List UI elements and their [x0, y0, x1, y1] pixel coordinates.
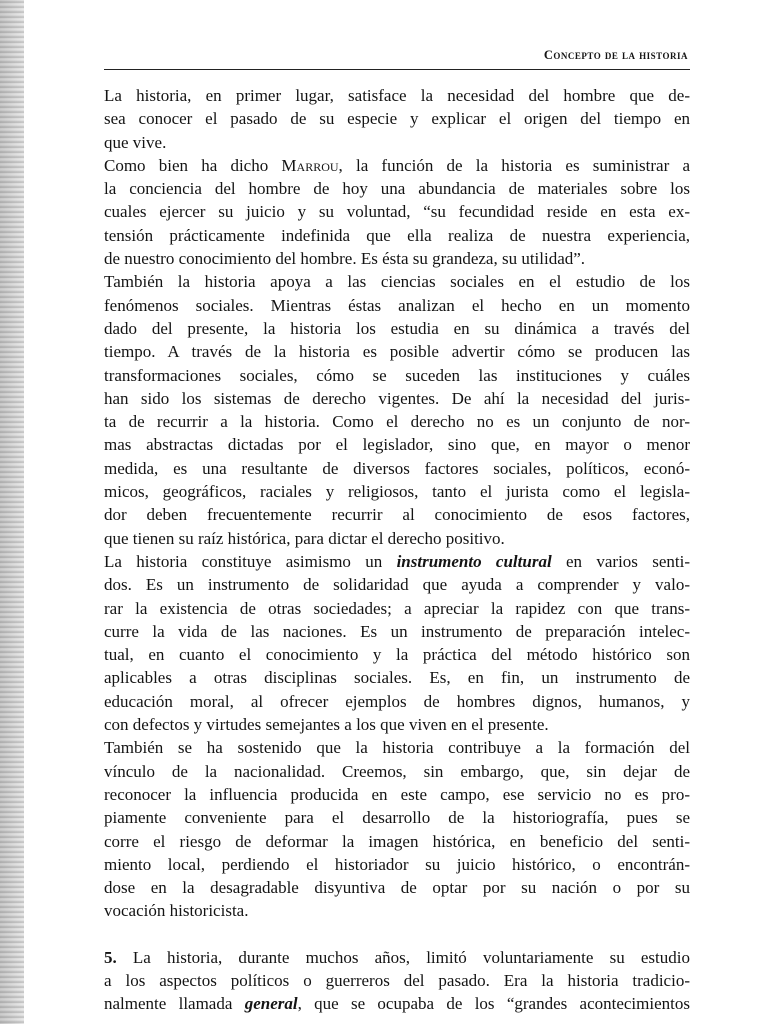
text-line: han sido los sistemas de derecho vigentes. De ahí la necesidad del juris-: [104, 388, 690, 408]
text-line: medida, es una resultante de diversos factores sociales, políticos, econó-: [104, 458, 690, 478]
emphasis-general: general: [244, 994, 298, 1014]
running-head: Concepto de la historia: [543, 48, 688, 62]
text-line: mas abstractas dictadas por el legislador, sino que, en mayor o menor: [104, 435, 690, 455]
text-line: con defectos y virtudes semejantes a los que viven en el presente.: [104, 715, 549, 735]
text-line: que vive.: [104, 132, 167, 152]
header-rule: [104, 69, 690, 70]
section-gap: [104, 923, 690, 946]
paragraph-4: [104, 550, 690, 736]
text-line: la conciencia del hombre de hoy una abundancia de materiales sobre los: [104, 179, 690, 199]
text-line: También la historia apoya a las ciencias sociales en el estudio de los: [104, 272, 690, 292]
text-line: micos, geográficos, raciales y religiosos, tanto el jurista como el legisla-: [104, 482, 690, 502]
text-line: sea conocer el pasado de su especie y explicar el origen del tiempo en: [104, 109, 690, 129]
paragraph-section-5: [104, 946, 690, 1016]
text-line: Como bien ha dicho Marrou, la función de la historia es suministrar a: [104, 155, 690, 175]
text-line: 5. La historia, durante muchos años, limitó voluntariamente su estudio: [104, 947, 690, 967]
text-line: de nuestro conocimiento del hombre. Es ésta su grandeza, su utilidad”.: [104, 249, 586, 269]
text-line: vocación historicista.: [104, 901, 249, 921]
author-name-marrou: Marrou: [281, 155, 339, 175]
text-line: curre la vida de las naciones. Es un instrumento de preparación intelec-: [104, 621, 690, 641]
paragraph-3: [104, 270, 690, 550]
text-line: tiempo. A través de la historia es posible advertir cómo se producen las: [104, 342, 690, 362]
text-line: fenómenos sociales. Mientras éstas analizan el hecho en un momento: [104, 295, 690, 315]
text-line: tensión prácticamente indefinida que ella realiza de nuestra experiencia,: [104, 225, 690, 245]
text-line: corre el riesgo de deformar la imagen histórica, en beneficio del senti-: [104, 831, 690, 851]
text-line: dado del presente, la historia los estudia en su dinámica a través del: [104, 318, 690, 338]
scanned-page-edge: [0, 0, 24, 1024]
paragraph-5: [104, 736, 690, 922]
text-line: tual, en cuanto el conocimiento y la práctica del método histórico son: [104, 645, 690, 665]
text-line: que tienen su raíz histórica, para dictar el derecho positivo.: [104, 528, 505, 548]
text-line: reconocer la influencia producida en este campo, ese servicio no es pro-: [104, 784, 690, 804]
text-line: La historia, en primer lugar, satisface la necesidad del hombre que de-: [104, 86, 690, 105]
text-line: educación moral, al ofrecer ejemplos de hombres dignos, humanos, y: [104, 691, 690, 711]
text-line: También se ha sostenido que la historia contribuye a la formación del: [104, 738, 690, 758]
text-line: ta de recurrir a la historia. Como el derecho no es un conjunto de nor-: [104, 412, 690, 432]
paragraph-1: [104, 84, 690, 154]
paragraph-2: [104, 154, 690, 270]
text-line: miento local, perdiendo el historiador su juicio histórico, o encontrán-: [104, 854, 690, 874]
text-line: cuales ejercer su juicio y su voluntad, “su fecundidad reside en esta ex-: [104, 202, 690, 222]
text-line: a los aspectos políticos o guerreros del pasado. Era la historia tradicio-: [104, 970, 690, 990]
text-line: aplicables a otras disciplinas sociales. Es, en fin, un instrumento de: [104, 668, 690, 688]
text-line: La historia constituye asimismo un instrumento cultural en varios senti-: [104, 551, 690, 571]
text-line: dor deben frecuentemente recurrir al conocimiento de esos factores,: [104, 505, 690, 525]
text-line: dose en la desagradable disyuntiva de optar por su nación o por su: [104, 878, 690, 898]
text-line: piamente conveniente para el desarrollo de la historiografía, pues se: [104, 808, 690, 828]
section-number: 5.: [104, 947, 117, 967]
text-line: transformaciones sociales, cómo se suceden las instituciones y cuáles: [104, 365, 690, 385]
text-line: vínculo de la nacionalidad. Creemos, sin embargo, que, sin dejar de: [104, 761, 690, 781]
body-text: [104, 84, 690, 1016]
text-line: nalmente llamada general, que se ocupaba de los “grandes acontecimientos: [104, 994, 690, 1014]
emphasis-instrumento-cultural: instrumento cultural: [396, 551, 552, 571]
text-line: rar la existencia de otras sociedades; a apreciar la rapidez con que trans-: [104, 598, 690, 618]
text-line: dos. Es un instrumento de solidaridad que ayuda a comprender y valo-: [104, 575, 690, 595]
